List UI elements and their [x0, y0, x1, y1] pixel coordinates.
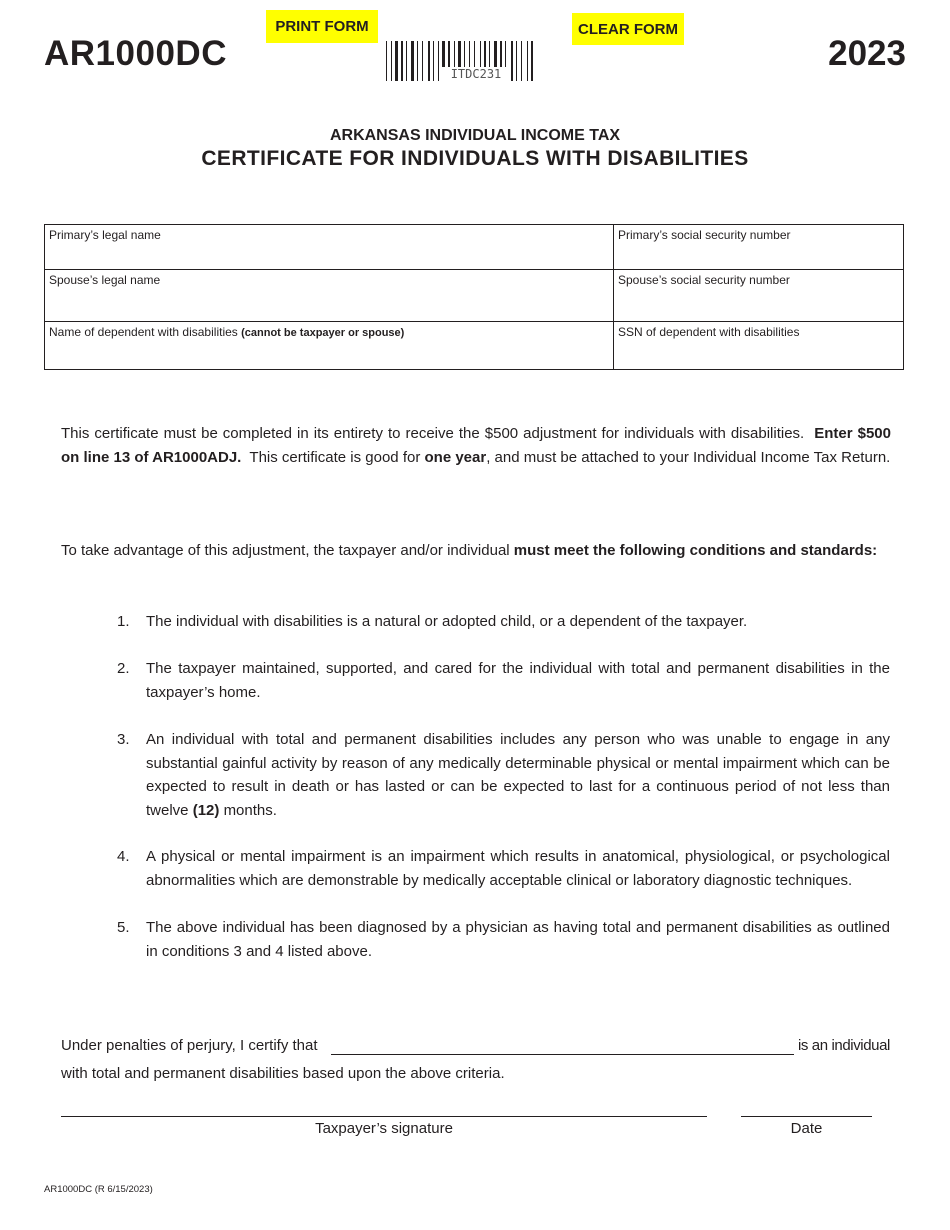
- certification-line2: with total and permanent disabilities based upon the above criteria.: [61, 1065, 505, 1082]
- condition-3: 3. An individual with total and permanent disabilities includes any person who was unable to engage in any substantial gainful activity by reason of any medically determinable physical or mental impairment which can be expected to result in death or has lasted or can be expected to last for a continuous period of not less than twelve (12) months.: [117, 731, 890, 819]
- form-id: AR1000DC: [44, 34, 227, 73]
- spouse-name-field[interactable]: [45, 270, 613, 321]
- condition-1: 1. The individual with disabilities is a natural or adopted child, or a dependent of the taxpayer.: [117, 613, 748, 630]
- certification-tail: is an individual: [798, 1037, 890, 1054]
- dependent-ssn-label: SSN of dependent with disabilities: [618, 325, 800, 339]
- primary-name-label: Primary’s legal name: [49, 228, 161, 242]
- dependent-name-field[interactable]: [45, 322, 613, 370]
- primary-name-field[interactable]: [45, 225, 613, 269]
- dependent-ssn-field[interactable]: [614, 322, 904, 370]
- spouse-name-label: Spouse’s legal name: [49, 273, 161, 287]
- condition-2: 2. The taxpayer maintained, supported, and cared for the individual with total and permanent disabilities in the taxpayer’s home.: [117, 660, 890, 701]
- intro-paragraph: This certificate must be completed in its entirety to receive the $500 adjustment for individuals with disabilities. Enter $500 on line 13 of AR1000ADJ. This certificate is good for one year, and must be attached to your Individual Income Tax Return.: [61, 425, 891, 466]
- dependent-name-label: Name of dependent with disabilities: [49, 325, 238, 339]
- barcode-text: ITDC231: [441, 67, 511, 81]
- signature-label: Taxpayer’s signature: [315, 1120, 453, 1137]
- signature-line[interactable]: [61, 1116, 707, 1117]
- taxpayer-info-grid: [44, 224, 904, 370]
- form-revision: AR1000DC (R 6/15/2023): [44, 1184, 153, 1195]
- form-subtitle: ARKANSAS INDIVIDUAL INCOME TAX: [329, 127, 621, 144]
- spouse-ssn-field[interactable]: [614, 270, 904, 321]
- dependent-name-note: (cannot be taxpayer or spouse): [241, 327, 405, 339]
- barcode: [385, 41, 567, 83]
- certified-individual-line[interactable]: [331, 1054, 794, 1055]
- date-label: Date: [790, 1120, 823, 1137]
- condition-4: 4. A physical or mental impairment is an impairment which results in anatomical, physiological, or psychological abnormalities which are demonstrable by medically acceptable clinical or laboratory diagnostic techniques.: [117, 848, 890, 889]
- certification-lead: Under penalties of perjury, I certify that: [61, 1037, 318, 1054]
- date-line[interactable]: [741, 1116, 872, 1117]
- print-form-button[interactable]: PRINT FORM: [266, 10, 378, 43]
- clear-form-button[interactable]: CLEAR FORM: [572, 13, 684, 45]
- primary-ssn-field[interactable]: [614, 225, 904, 269]
- spouse-ssn-label: Spouse’s social security number: [618, 273, 790, 287]
- primary-ssn-label: Primary’s social security number: [618, 228, 791, 242]
- form-title: CERTIFICATE FOR INDIVIDUALS WITH DISABILITIES: [201, 147, 749, 170]
- tax-year: 2023: [828, 34, 906, 73]
- conditions-intro: To take advantage of this adjustment, the taxpayer and/or individual must meet the following conditions and standards:: [61, 542, 878, 559]
- condition-5: 5. The above individual has been diagnosed by a physician as having total and permanent disabilities as outlined in conditions 3 and 4 listed above.: [117, 919, 890, 960]
